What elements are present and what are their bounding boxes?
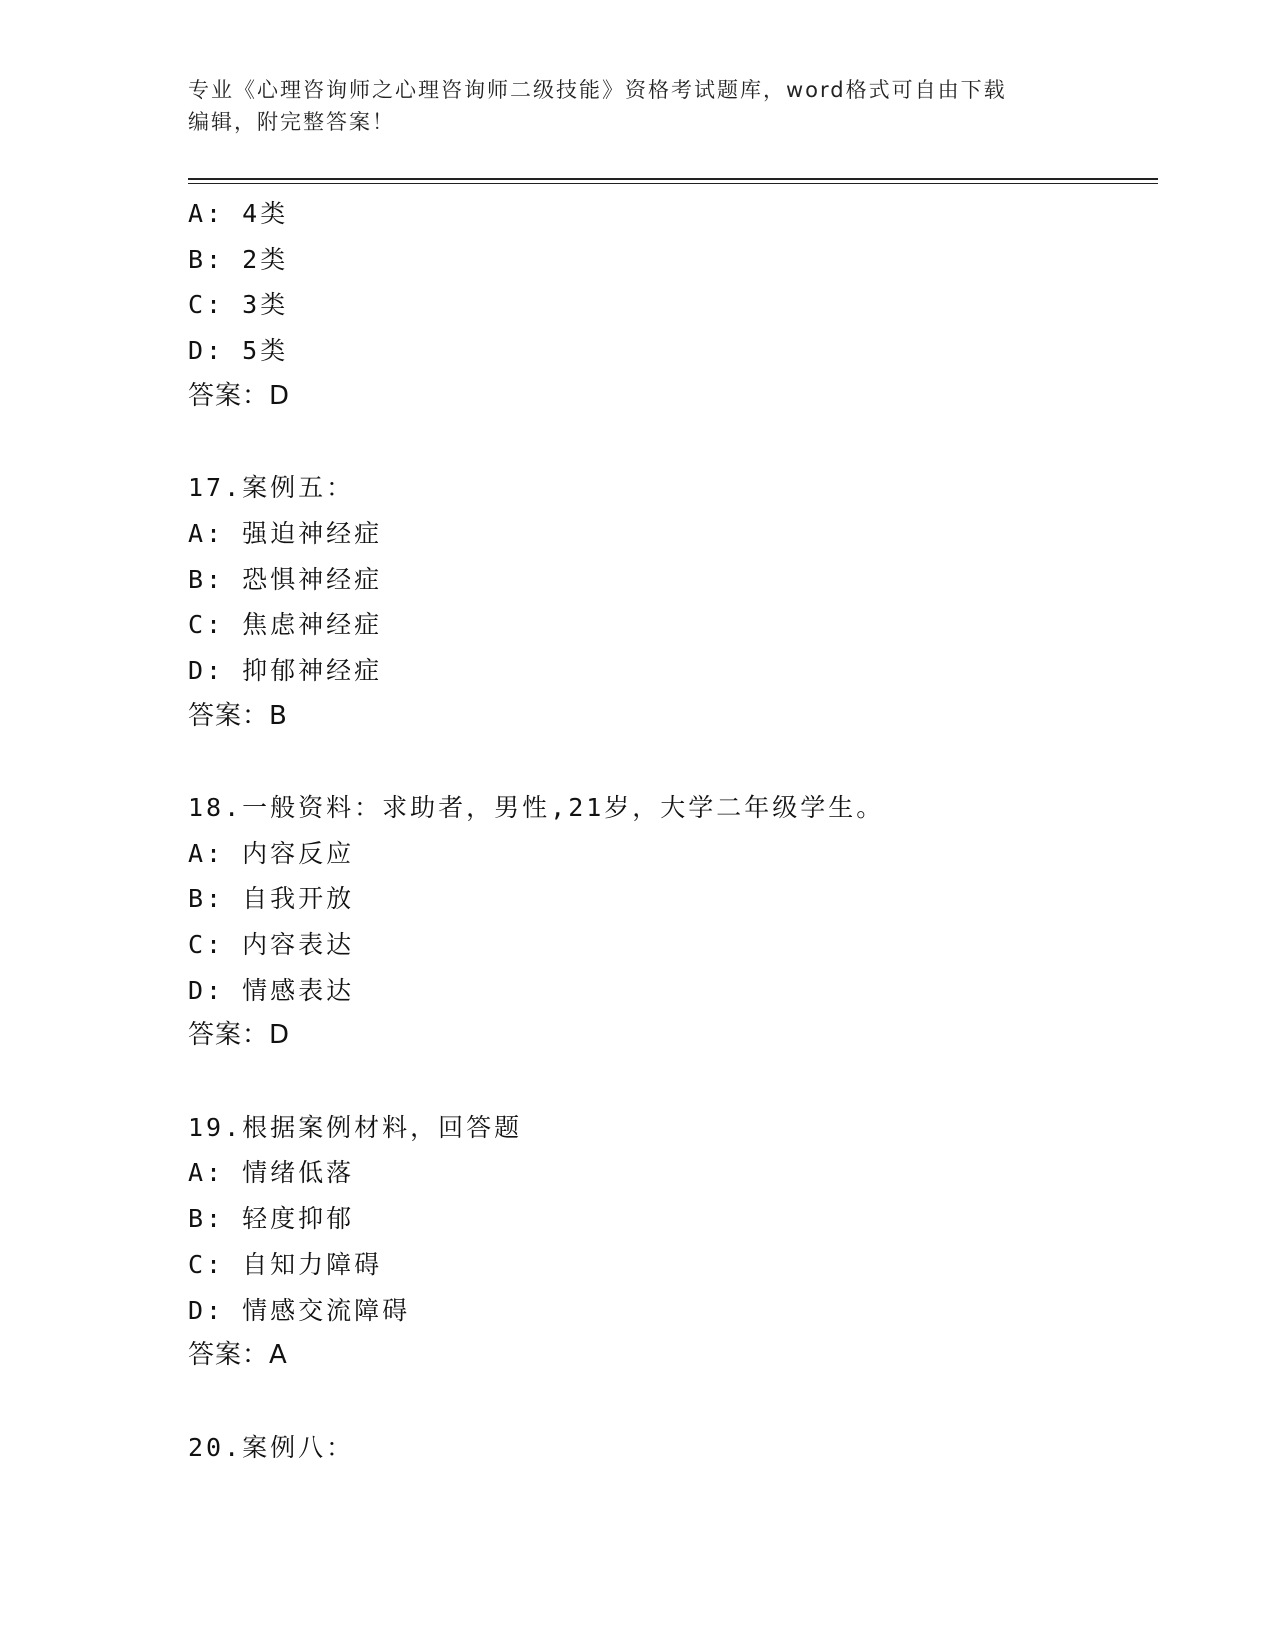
header-divider bbox=[188, 178, 1158, 184]
option-a: A: 情绪低落 bbox=[188, 1158, 355, 1188]
question-19 bbox=[188, 1105, 1148, 1379]
answer-line: 答案：A bbox=[188, 1340, 288, 1371]
question-18 bbox=[188, 785, 1148, 1059]
option-b: B: 自我开放 bbox=[188, 884, 355, 914]
question-list bbox=[188, 191, 1148, 1470]
answer-line: 答案：B bbox=[188, 700, 288, 731]
option-c: C: 内容表达 bbox=[188, 930, 355, 959]
option-d: D: 5类 bbox=[188, 336, 289, 366]
question-title: 20.案例八： bbox=[188, 1432, 355, 1462]
question-title: 17.案例五： bbox=[188, 473, 355, 503]
header-line-2: 编辑，附完整答案！ bbox=[188, 110, 395, 134]
spacer bbox=[188, 419, 1148, 465]
option-b: B: 恐惧神经症 bbox=[188, 564, 383, 594]
answer-line: 答案：D bbox=[188, 380, 291, 411]
spacer bbox=[188, 739, 1148, 785]
option-a: A: 4类 bbox=[188, 199, 289, 228]
option-a: A: 强迫神经症 bbox=[188, 518, 383, 548]
question-title: 19.根据案例材料，回答题 bbox=[188, 1112, 523, 1142]
option-b: B: 2类 bbox=[188, 244, 289, 274]
spacer bbox=[188, 1059, 1148, 1105]
option-c: C: 3类 bbox=[188, 290, 289, 320]
option-a: A: 内容反应 bbox=[188, 838, 355, 868]
option-b: B: 轻度抑郁 bbox=[188, 1204, 355, 1234]
option-c: C: 焦虑神经症 bbox=[188, 610, 383, 640]
answer-line: 答案：D bbox=[188, 1020, 291, 1051]
question-16-continued bbox=[188, 191, 1148, 419]
question-17 bbox=[188, 465, 1148, 739]
spacer bbox=[188, 1379, 1148, 1425]
header-line-1: 专业《心理咨询师之心理咨询师二级技能》资格考试题库，word格式可自由下载 bbox=[188, 78, 1007, 102]
option-d: D: 抑郁神经症 bbox=[188, 655, 383, 685]
option-d: D: 情感表达 bbox=[188, 975, 355, 1005]
option-c: C: 自知力障碍 bbox=[188, 1249, 383, 1279]
question-title: 18.一般资料：求助者，男性,21岁，大学二年级学生。 bbox=[188, 792, 885, 822]
option-d: D: 情感交流障碍 bbox=[188, 1295, 411, 1325]
document-header bbox=[188, 74, 1088, 138]
question-20 bbox=[188, 1425, 1148, 1471]
